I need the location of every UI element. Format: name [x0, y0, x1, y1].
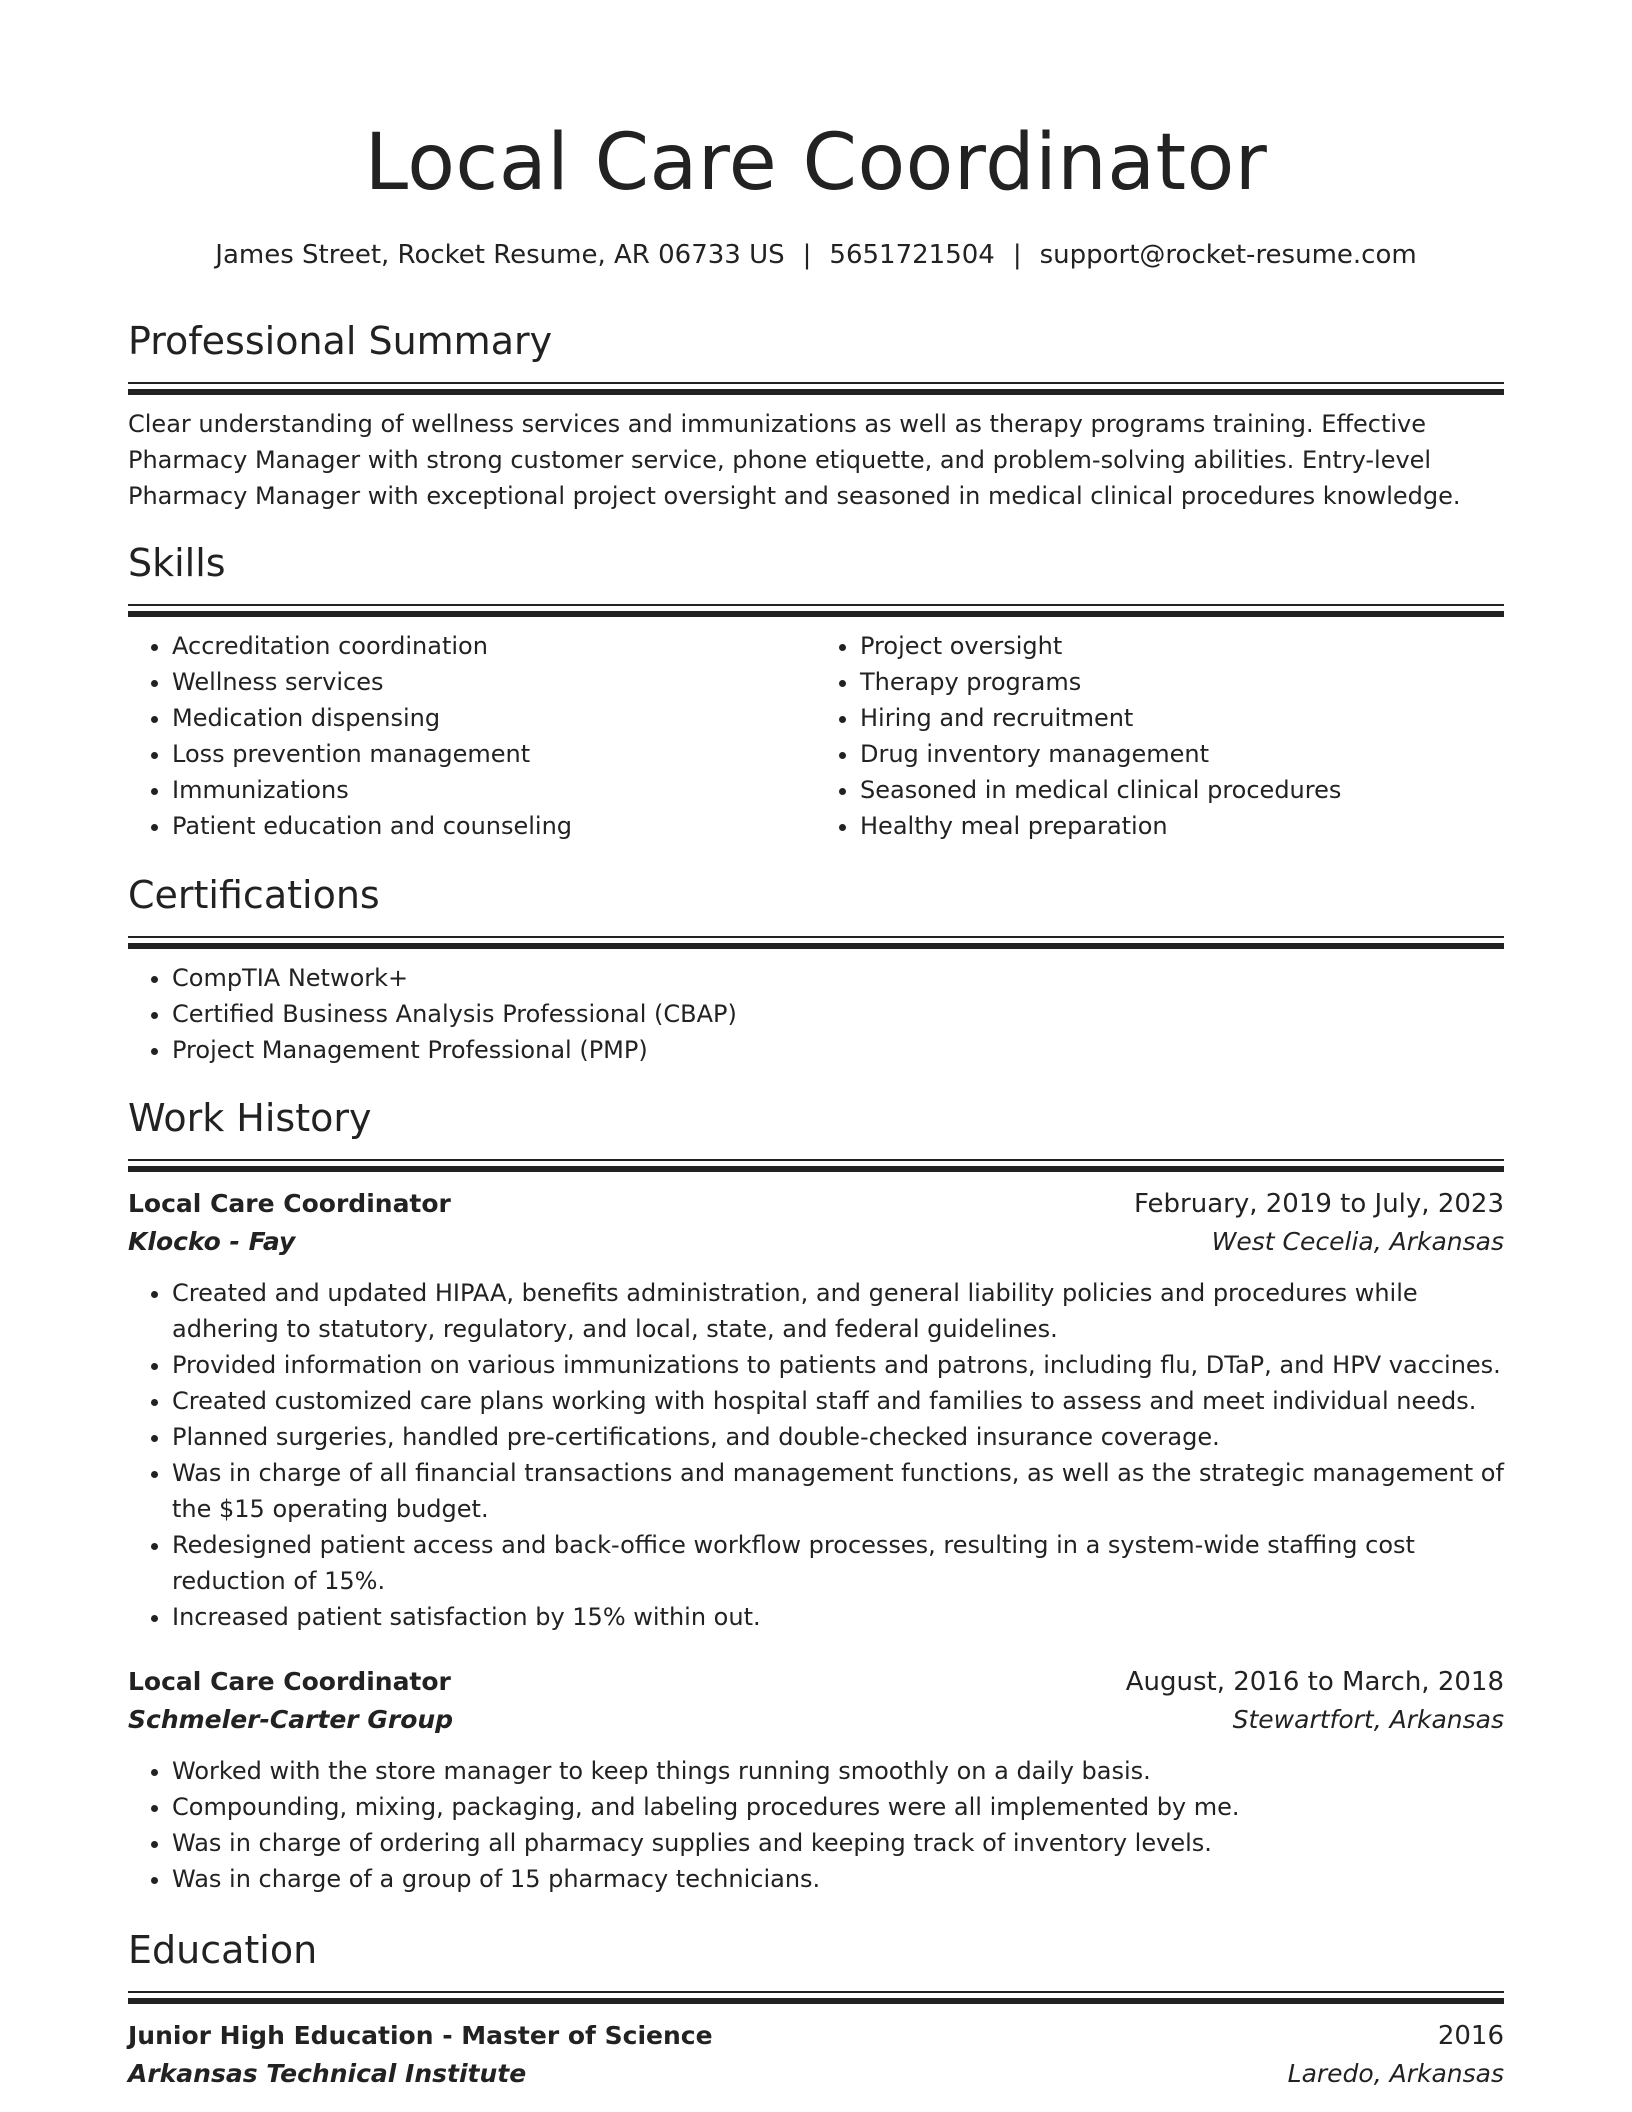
skills-columns [128, 628, 1504, 844]
job-bullet: • Provided information on various immunizations to patients and patrons, including flu, DTaP, and HPV vaccines. [172, 1347, 1504, 1383]
job-company-row [128, 1701, 1504, 1739]
education-entry [128, 2017, 1504, 2093]
job-location: West Cecelia, Arkansas [1211, 1227, 1504, 1256]
section-divider [128, 1991, 1504, 2005]
job-bullet: • Compounding, mixing, packaging, and labeling procedures were all implemented by me. [172, 1789, 1504, 1825]
job-company: Klocko - Fay [128, 1227, 296, 1256]
contact-line [128, 240, 1504, 270]
section-title: Certifications [128, 873, 380, 917]
section-title: Professional Summary [128, 319, 553, 363]
education-school: Arkansas Technical Institute [128, 2059, 527, 2088]
section-divider [128, 1159, 1504, 1173]
job-company: Schmeler-Carter Group [128, 1705, 454, 1734]
job-bullet-list [128, 1753, 1504, 1897]
certification-item: • CompTIA Network+ [172, 960, 1504, 996]
education-degree: Junior High Education - Master of Science [128, 2021, 713, 2050]
skill-item: • Seasoned in medical clinical procedures [860, 772, 1504, 808]
certifications-list [128, 960, 1504, 1068]
skill-item: • Patient education and counseling [172, 808, 816, 844]
job-bullet: • Created customized care plans working with hospital staff and families to assess and meet individual needs. [172, 1383, 1504, 1419]
education-location: Laredo, Arkansas [1287, 2059, 1504, 2088]
education-year: 2016 [1437, 2021, 1504, 2051]
certifications-section [128, 873, 1504, 1068]
address: James Street, Rocket Resume, AR 06733 US [215, 240, 785, 270]
skills-list-left [128, 628, 816, 844]
job-bullet: • Redesigned patient access and back-office workflow processes, resulting in a system-wide staffing cost reduction of 15%. [172, 1527, 1504, 1599]
job-entry [128, 1663, 1504, 1897]
separator: | [802, 240, 812, 270]
job-bullet: • Increased patient satisfaction by 15% within out. [172, 1599, 1504, 1635]
skill-item: • Hiring and recruitment [860, 700, 1504, 736]
skill-item: • Accreditation coordination [172, 628, 816, 664]
skill-item: • Therapy programs [860, 664, 1504, 700]
education-header-row [128, 2017, 1504, 2055]
job-header-row [128, 1663, 1504, 1701]
section-divider [128, 936, 1504, 950]
job-header-row [128, 1185, 1504, 1223]
separator: | [1012, 240, 1022, 270]
summary-text: Clear understanding of wellness services and immunizations as well as therapy programs training. Effective Pharmacy Manager with strong customer service, phone etiquette, and problem-solving abilities. Entry-level Pharmacy Manager with exceptional project oversight and seasoned in medical clinical procedures knowledge. [128, 410, 1461, 510]
job-entry [128, 1185, 1504, 1635]
skill-item: • Wellness services [172, 664, 816, 700]
job-title: Local Care Coordinator [128, 1667, 451, 1696]
phone: 5651721504 [829, 240, 995, 270]
job-bullet: • Was in charge of all financial transactions and management functions, as well as the strategic management of the $15 operating budget. [172, 1455, 1504, 1527]
certification-item: • Project Management Professional (PMP) [172, 1032, 1504, 1068]
candidate-name: Local Care Coordinator [364, 118, 1268, 208]
summary-section [128, 319, 1504, 514]
job-bullet-list [128, 1275, 1504, 1635]
job-location: Stewartfort, Arkansas [1232, 1705, 1504, 1734]
skill-item: • Project oversight [860, 628, 1504, 664]
job-bullet: • Was in charge of a group of 15 pharmacy technicians. [172, 1861, 1504, 1897]
skill-item: • Immunizations [172, 772, 816, 808]
section-title: Skills [128, 541, 226, 585]
skills-list-right [816, 628, 1504, 844]
job-dates: August, 2016 to March, 2018 [1125, 1667, 1504, 1697]
job-company-row [128, 1223, 1504, 1261]
job-bullet: • Worked with the store manager to keep things running smoothly on a daily basis. [172, 1753, 1504, 1789]
job-title: Local Care Coordinator [128, 1189, 451, 1218]
work-history-section [128, 1096, 1504, 1897]
section-title: Education [128, 1928, 318, 1972]
skill-item: • Loss prevention management [172, 736, 816, 772]
skill-item: • Drug inventory management [860, 736, 1504, 772]
skills-section [128, 541, 1504, 844]
job-bullet: • Was in charge of ordering all pharmacy supplies and keeping track of inventory levels. [172, 1825, 1504, 1861]
job-dates: February, 2019 to July, 2023 [1134, 1189, 1504, 1219]
skill-item: • Healthy meal preparation [860, 808, 1504, 844]
section-divider [128, 604, 1504, 618]
section-title: Work History [128, 1096, 372, 1140]
section-divider [128, 382, 1504, 396]
education-school-row [128, 2055, 1504, 2093]
skill-item: • Medication dispensing [172, 700, 816, 736]
job-bullet: • Created and updated HIPAA, benefits administration, and general liability policies and procedures while adhering to statutory, regulatory, and local, state, and federal guidelines. [172, 1275, 1504, 1347]
education-section [128, 1928, 1504, 2093]
certification-item: • Certified Business Analysis Professional (CBAP) [172, 996, 1504, 1032]
job-bullet: • Planned surgeries, handled pre-certifications, and double-checked insurance coverage. [172, 1419, 1504, 1455]
email: support@rocket-resume.com [1039, 240, 1417, 270]
